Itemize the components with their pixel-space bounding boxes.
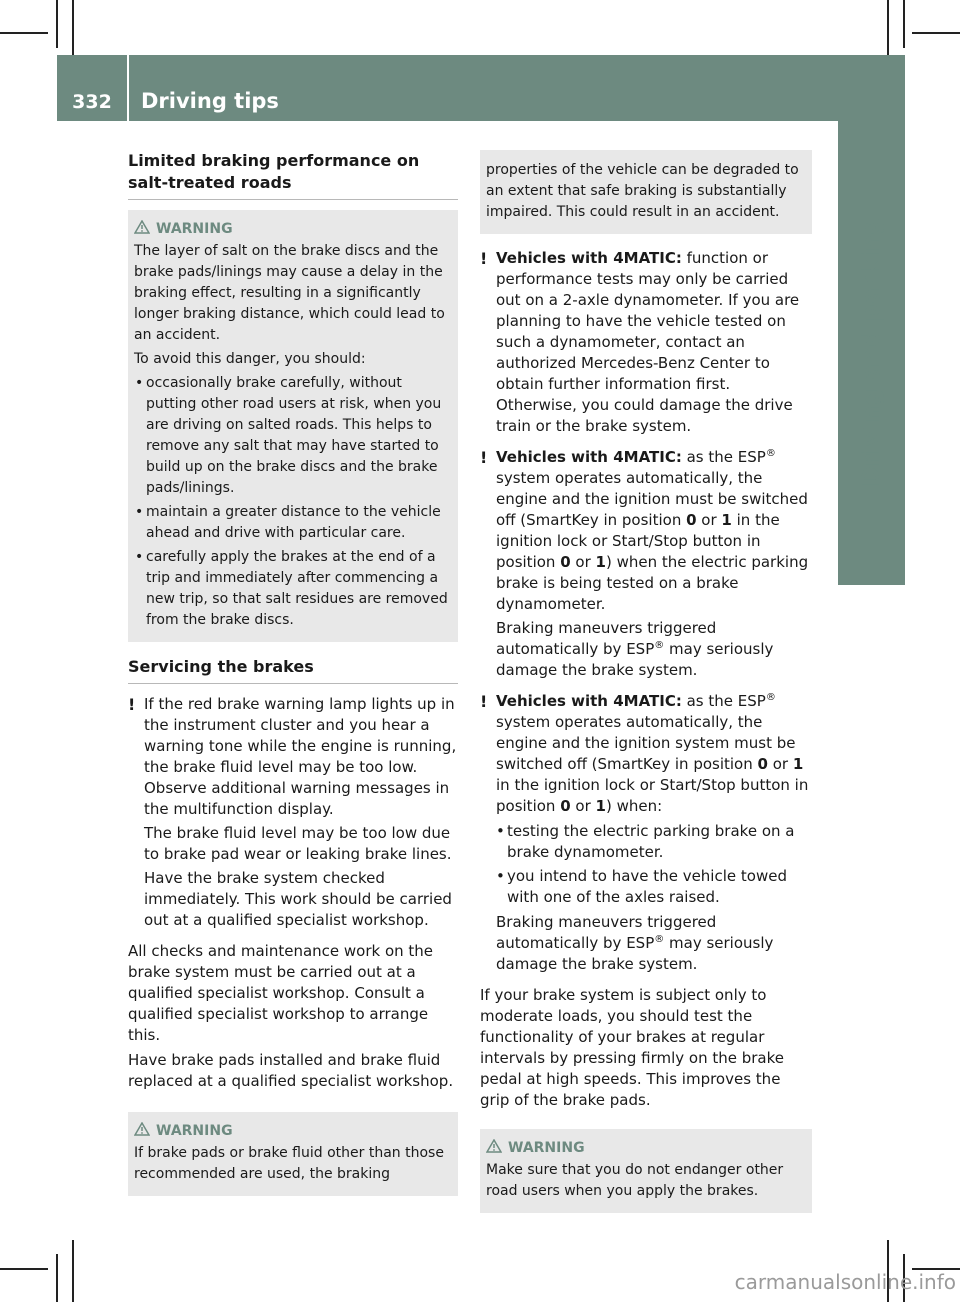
warning-box-endanger [480, 1129, 812, 1213]
note-bold-label: Vehicles with 4MATIC: [496, 692, 682, 710]
note-brake-lamp [128, 694, 458, 931]
position-value: 0 [560, 553, 571, 571]
watermark[interactable]: carmanualsonline.info [734, 1270, 956, 1294]
crop-mark [56, 0, 58, 48]
note-text [496, 248, 812, 437]
crop-mark [0, 32, 48, 34]
list-item: • maintain a greater distance to the vehicle ahead and drive with particular care. [134, 502, 452, 544]
crop-mark [72, 0, 74, 62]
note-text: If the red brake warning lamp lights up in the instrument cluster and you hear a warning tone while the engine is running, the brake fluid level may be too low. Observe additional warning messages in the multifunction display. [144, 695, 457, 818]
note-text-span: as the ESP [681, 692, 766, 710]
note-icon: ! [480, 448, 488, 467]
note-text-span: may seriously damage the brake system. [496, 640, 774, 679]
right-column [480, 150, 812, 1227]
note-text [496, 447, 812, 615]
position-value: 0 [757, 755, 768, 773]
registered-mark: ® [654, 934, 665, 945]
list-item: • occasionally brake carefully, without putting other road users at risk, when you are driving on salted roads. This helps to remove any salt that may have started to build up on the brake discs and the brake pads/linings. [134, 373, 452, 499]
body-text: Have brake pads installed and brake fluid replaced at a qualified specialist workshop. [128, 1051, 454, 1090]
list-item: • testing the electric parking brake on a brake dynamometer. [496, 821, 812, 863]
crop-mark [903, 0, 905, 48]
note-text-span: or [570, 553, 596, 571]
registered-mark: ® [765, 448, 776, 459]
note-icon: ! [128, 695, 136, 714]
registered-mark: ® [654, 640, 665, 651]
note-list [496, 821, 812, 908]
warning-title [486, 1139, 806, 1157]
crop-mark [0, 1268, 48, 1270]
body-text: If your brake system is subject only to moderate loads, you should test the functionality of your brakes at regular intervals by pressing firmly on the brake pedal at high speeds. This improves the grip of the brake pads. [480, 986, 784, 1109]
warning-title-text: WARNING [156, 1123, 233, 1139]
note-text-span: or [767, 755, 793, 773]
crop-mark [887, 0, 889, 62]
note-text-span: function or performance tests may only be carried out on a 2-axle dynamometer. If you are planning to have the vehicle tested on such a dynamometer, contact an authorized Mercedes-Benz Center to obtain further information first. Otherwise, you could damage the drive train or the brake system. [496, 249, 800, 435]
note-text [496, 618, 812, 681]
note-text-span: Braking maneuvers triggered automatically by ESP [496, 913, 717, 952]
warning-list [134, 373, 452, 631]
note-4matic-dynamometer [480, 248, 812, 437]
note-text: Have the brake system checked immediately. This work should be carried out at a qualified specialist workshop. [144, 869, 452, 929]
note-text-span: ) when: [605, 797, 663, 815]
note-text-span: or [570, 797, 596, 815]
warning-title-text: WARNING [508, 1140, 585, 1156]
crop-mark [912, 32, 960, 34]
section-heading-salt: Limited braking performance on salt-treated roads [128, 150, 458, 200]
left-column [128, 150, 458, 1210]
note-text-span: in the ignition lock or Start/Stop button in position [496, 776, 809, 815]
section-label: Driving and parking [857, 217, 885, 487]
note-text-span: as the ESP [681, 448, 766, 466]
note-text [496, 912, 812, 975]
note-bold-label: Vehicles with 4MATIC: [496, 448, 682, 466]
section-heading-servicing: Servicing the brakes [128, 656, 458, 684]
warning-triangle-icon [486, 1139, 502, 1153]
warning-title-text: WARNING [156, 221, 233, 237]
crop-mark [72, 1240, 74, 1302]
position-value: 0 [560, 797, 571, 815]
note-text-span: or [696, 511, 722, 529]
warning-text: To avoid this danger, you should: [134, 351, 366, 367]
position-value: 1 [721, 511, 732, 529]
registered-mark: ® [765, 692, 776, 703]
position-value: 1 [595, 797, 606, 815]
warning-triangle-icon [134, 1122, 150, 1136]
warning-box-salt [128, 210, 458, 642]
list-item: • carefully apply the brakes at the end of a trip and immediately after commencing a new trip, so that salt residues are removed from the brake discs. [134, 547, 452, 631]
header-separator [127, 55, 129, 121]
page-number: 332 [72, 91, 112, 113]
page-title: Driving tips [141, 89, 279, 113]
warning-title [134, 1122, 452, 1140]
warning-triangle-icon [134, 220, 150, 234]
warning-text: properties of the vehicle can be degraded to an extent that safe braking is substantially impaired. This could result in an accident. [486, 162, 799, 220]
warning-text: Make sure that you do not endanger other road users when you apply the brakes. [486, 1162, 784, 1199]
note-text-span: system operates automatically, the engine and the ignition system must be switched off (SmartKey in position [496, 713, 796, 773]
note-icon: ! [480, 692, 488, 711]
note-4matic-esp [480, 447, 812, 681]
note-text-span: Braking maneuvers triggered automatically by ESP [496, 619, 717, 658]
position-value: 1 [595, 553, 606, 571]
position-value: 0 [686, 511, 697, 529]
note-bold-label: Vehicles with 4MATIC: [496, 249, 682, 267]
warning-text: If brake pads or brake fluid other than those recommended are used, the braking [134, 1145, 444, 1182]
crop-mark [56, 1254, 58, 1302]
note-text [496, 691, 812, 817]
note-icon: ! [480, 249, 488, 268]
note-text-span: may seriously damage the brake system. [496, 934, 774, 973]
warning-title [134, 220, 452, 238]
list-item: • you intend to have the vehicle towed with one of the axles raised. [496, 866, 812, 908]
note-text-span: system operates automatically, the engine and the ignition must be switched off (SmartKey in position [496, 469, 808, 529]
note-4matic-towing [480, 691, 812, 975]
note-text-span: ) when the electric parking brake is being tested on a brake dynamometer. [496, 553, 809, 613]
warning-box-continued [480, 150, 812, 234]
note-text: The brake fluid level may be too low due to brake pad wear or leaking brake lines. [144, 824, 452, 863]
position-value: 1 [792, 755, 804, 773]
warning-box-pads [128, 1112, 458, 1196]
note-text-span: in the ignition lock or Start/Stop button in position [496, 511, 780, 571]
warning-text: The layer of salt on the brake discs and the brake pads/linings may cause a delay in the braking effect, resulting in a significantly longer braking distance, which could lead to an accident. [134, 243, 445, 343]
body-text: All checks and maintenance work on the brake system must be carried out at a qualified specialist workshop. Consult a qualified specialist workshop to arrange this. [128, 942, 434, 1044]
